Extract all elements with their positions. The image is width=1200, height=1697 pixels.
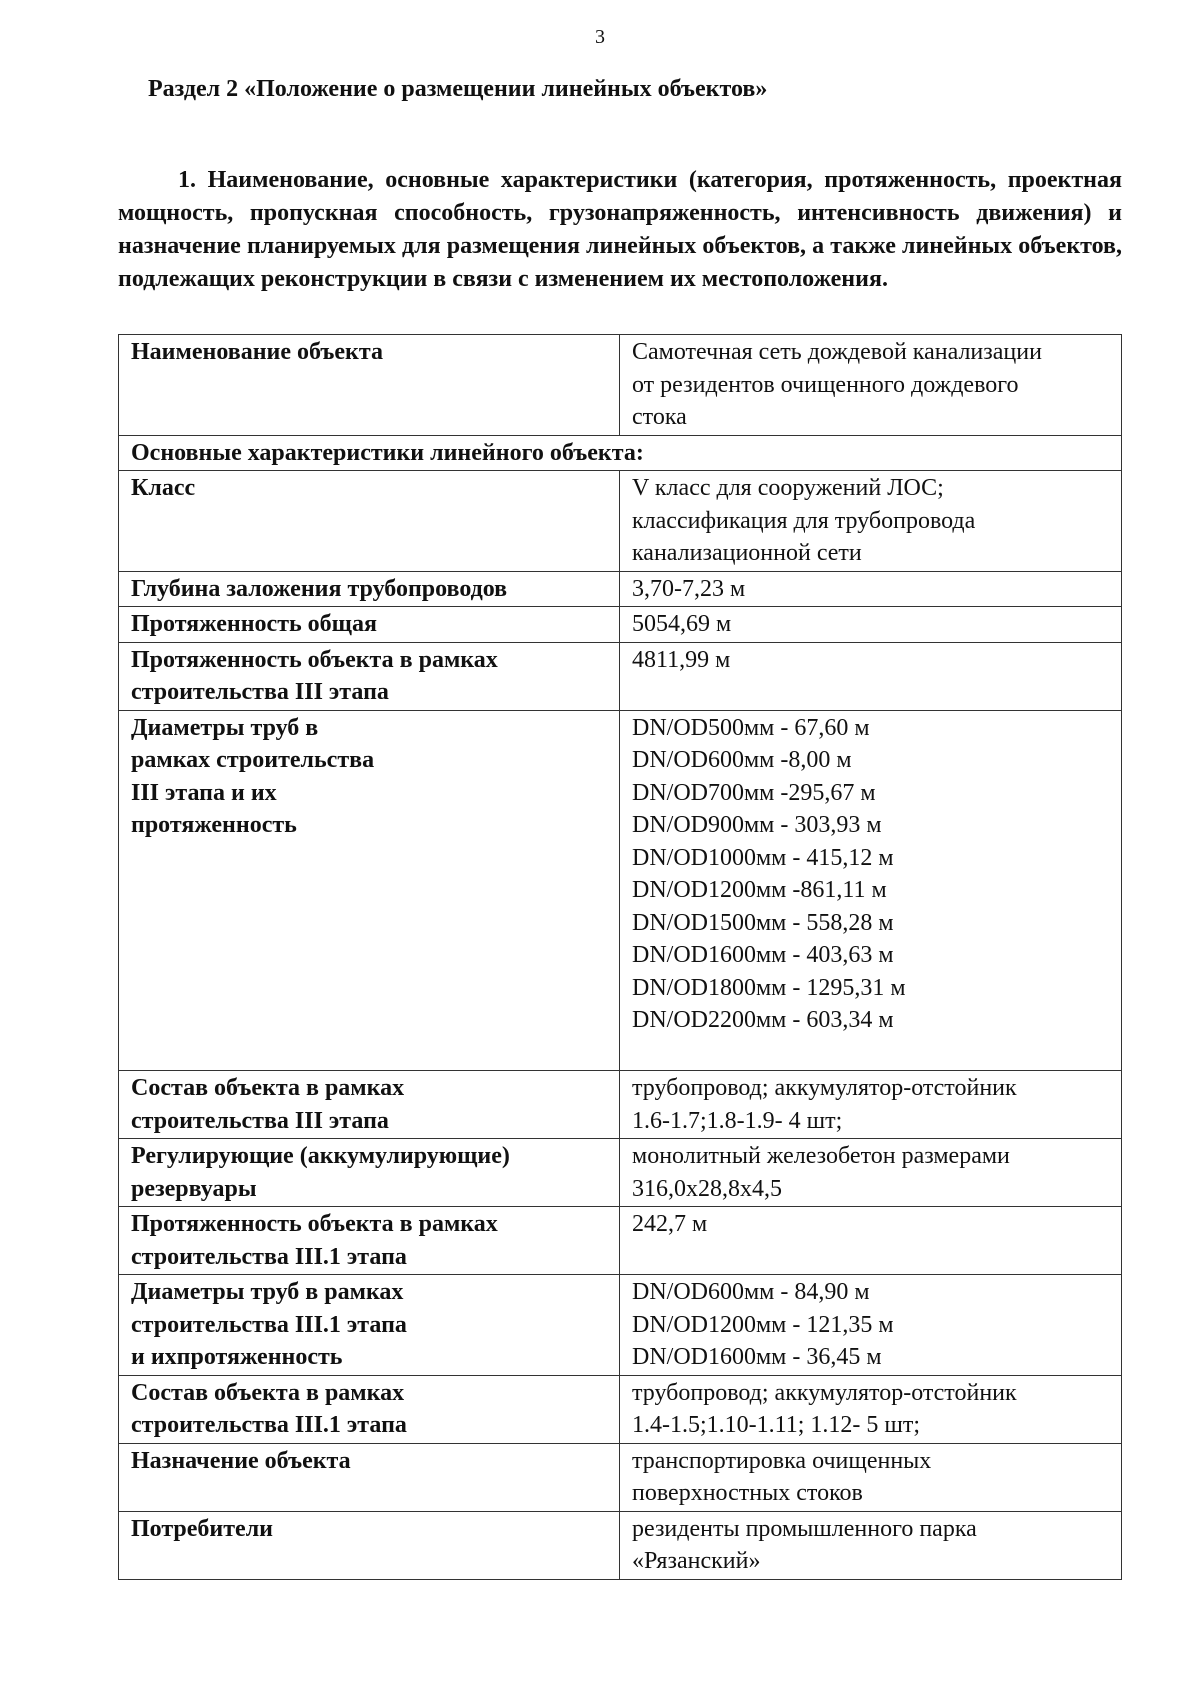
label-line: Класс <box>131 475 196 501</box>
row-value-cell <box>620 471 1122 572</box>
table-row <box>119 571 1122 607</box>
row-value-cell <box>620 335 1122 436</box>
value-line: DN/OD700мм -295,67 м <box>632 779 876 806</box>
value-line: 242,7 м <box>632 1211 708 1237</box>
label-line: рамках строительства <box>131 747 375 773</box>
label-line: Протяженность объекта в рамках <box>131 646 498 673</box>
label-line: строительства III.1 этапа <box>131 1243 407 1270</box>
row-label-cell <box>119 1511 620 1579</box>
label-line: Протяженность общая <box>131 611 377 637</box>
label-line: Назначение объекта <box>131 1447 351 1474</box>
table-row <box>119 642 1122 710</box>
characteristics-table-body <box>119 335 1122 1580</box>
row-label-cell <box>119 607 620 643</box>
row-value-cell <box>620 571 1122 607</box>
label-line: Потребители <box>131 1515 273 1542</box>
value-line: 316,0х28,8х4,5 <box>632 1175 782 1202</box>
table-row <box>119 471 1122 572</box>
label-line: строительства III.1 этапа <box>131 1311 407 1338</box>
row-value-cell <box>620 1511 1122 1579</box>
value-line: V класс для сооружений ЛОС; <box>632 475 944 501</box>
row-label-cell <box>119 471 620 572</box>
value-line: 1.6-1.7;1.8-1.9- 4 шт; <box>632 1107 843 1134</box>
value-line: DN/OD1600мм - 403,63 м <box>632 942 894 968</box>
value-line: Самотечная сеть дождевой канализации <box>632 339 1042 365</box>
label-line: протяженность <box>131 812 297 838</box>
row-value-cell <box>620 1207 1122 1275</box>
value-line: монолитный железобетон размерами <box>632 1143 1010 1169</box>
characteristics-table <box>118 334 1122 1580</box>
value-line: 1.4-1.5;1.10-1.11; 1.12- 5 шт; <box>632 1412 921 1438</box>
table-row <box>119 335 1122 436</box>
value-line: DN/OD500мм - 67,60 м <box>632 714 870 741</box>
value-line: 4811,99 м <box>632 646 731 673</box>
value-line: DN/OD1500мм - 558,28 м <box>632 909 894 936</box>
value-line: DN/OD1600мм - 36,45 м <box>632 1344 882 1370</box>
page-number: 3 <box>595 26 605 48</box>
value-line: от резидентов очищенного дождевого <box>632 371 1019 398</box>
row-label-cell <box>119 571 620 607</box>
row-label-cell <box>119 1071 620 1139</box>
row-label-cell <box>119 1375 620 1443</box>
row-label-cell <box>119 1443 620 1511</box>
label-line: Состав объекта в рамках <box>131 1379 405 1406</box>
section-title: Раздел 2 «Положение о размещении линейных объектов» <box>148 76 768 102</box>
row-label-cell <box>119 1207 620 1275</box>
table-row <box>119 710 1122 1071</box>
value-line: DN/OD1200мм - 121,35 м <box>632 1311 894 1338</box>
value-line: 3,70-7,23 м <box>632 575 746 602</box>
table-row <box>119 1375 1122 1443</box>
table-row <box>119 1071 1122 1139</box>
value-line: трубопровод; аккумулятор-отстойник <box>632 1379 1017 1406</box>
label-line: и ихпротяженность <box>131 1344 343 1370</box>
label-line: Глубина заложения трубопроводов <box>131 575 508 602</box>
label-line: III этапа и их <box>131 779 277 806</box>
table-row <box>119 1511 1122 1579</box>
row-value-cell <box>620 1443 1122 1511</box>
label-line: Основные характеристики линейного объекта: <box>131 439 644 466</box>
value-line: стока <box>632 404 687 430</box>
label-line: Регулирующие (аккумулирующие) <box>131 1143 510 1169</box>
value-line: DN/OD600мм -8,00 м <box>632 747 852 773</box>
row-value-cell <box>620 642 1122 710</box>
label-line: Наименование объекта <box>131 339 383 365</box>
label-line: строительства III этапа <box>131 679 389 705</box>
value-line: DN/OD1800мм - 1295,31 м <box>632 974 906 1001</box>
intro-paragraph <box>118 164 1122 296</box>
value-line: «Рязанский» <box>632 1548 761 1574</box>
row-label-cell <box>119 642 620 710</box>
value-line: классификация для трубопровода <box>632 507 976 534</box>
label-line: Диаметры труб в <box>131 714 319 741</box>
table-row <box>119 435 1122 471</box>
table-row <box>119 1443 1122 1511</box>
value-line: резиденты промышленного парка <box>632 1515 977 1542</box>
table-row <box>119 1275 1122 1376</box>
row-value-cell <box>620 1375 1122 1443</box>
intro-text: 1. Наименование, основные характеристики (категория, протяженность, проектная мощность, пропускная способность, грузонапряженность, интенсивность движения) и назначение планируемых для размещения линейных объектов, а также линейных объектов, подлежащих реконструкции в связи с изменением их местоположения. <box>118 167 1122 292</box>
label-line: Протяженность объекта в рамках <box>131 1211 498 1237</box>
row-value-cell <box>620 710 1122 1071</box>
table-row <box>119 1207 1122 1275</box>
value-line: 5054,69 м <box>632 611 732 637</box>
value-line: транспортировка очищенных <box>632 1447 932 1474</box>
label-line: Состав объекта в рамках <box>131 1075 405 1101</box>
row-label-cell <box>119 1275 620 1376</box>
value-line <box>632 1037 1111 1070</box>
value-line: DN/OD900мм - 303,93 м <box>632 812 882 838</box>
row-label-cell <box>119 1139 620 1207</box>
value-line: поверхностных стоков <box>632 1480 863 1506</box>
value-line: DN/OD2200мм - 603,34 м <box>632 1007 894 1033</box>
value-line: канализационной сети <box>632 540 862 566</box>
label-line: строительства III этапа <box>131 1107 389 1134</box>
label-line: строительства III.1 этапа <box>131 1412 407 1438</box>
value-line: DN/OD600мм - 84,90 м <box>632 1279 870 1305</box>
table-row <box>119 607 1122 643</box>
label-line: Диаметры труб в рамках <box>131 1279 404 1305</box>
row-value-cell <box>620 1139 1122 1207</box>
value-line: трубопровод; аккумулятор-отстойник <box>632 1075 1017 1101</box>
label-line: резервуары <box>131 1175 257 1202</box>
row-value-cell <box>620 1275 1122 1376</box>
row-label-cell <box>119 435 1122 471</box>
row-label-cell <box>119 335 620 436</box>
value-line: DN/OD1200мм -861,11 м <box>632 877 887 903</box>
table-row <box>119 1139 1122 1207</box>
row-value-cell <box>620 1071 1122 1139</box>
row-label-cell <box>119 710 620 1071</box>
value-line: DN/OD1000мм - 415,12 м <box>632 844 894 871</box>
row-value-cell <box>620 607 1122 643</box>
